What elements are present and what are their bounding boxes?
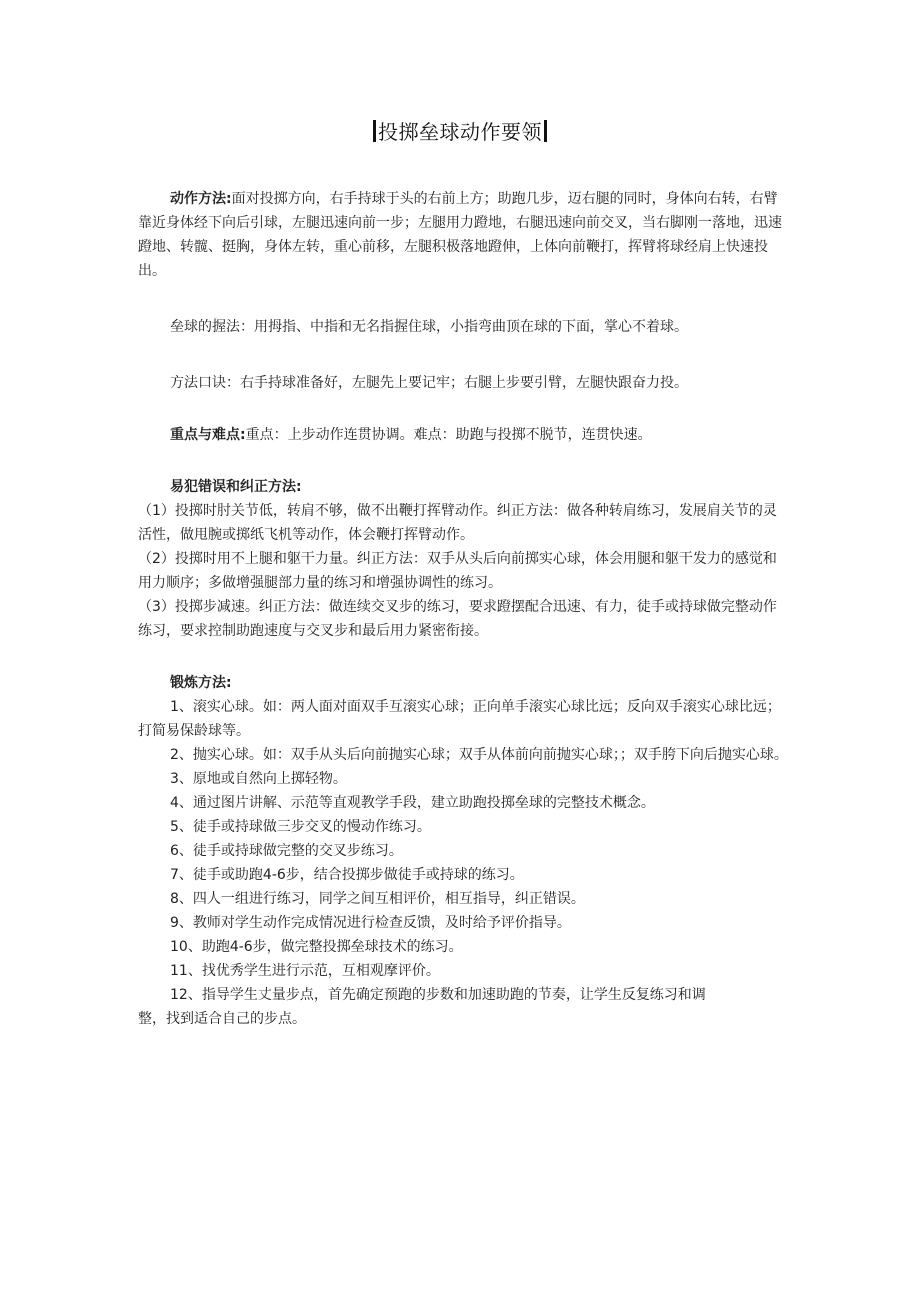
title-block	[0, 116, 920, 146]
training-item-12-line2: 整，找到适合自己的步点。	[138, 1011, 306, 1027]
training-item-6: 6、徒手或持球做完整的交叉步练习。	[170, 843, 403, 859]
error-item-1: （1）投掷时肘关节低，转肩不够，做不出鞭打挥臂动作。纠正方法：做各种转肩练习，发展肩关节的灵活性，做甩腕或掷纸飞机等动作，体会鞭打挥臂动作。	[138, 503, 777, 543]
document-body	[138, 187, 790, 1031]
training-item-10: 10、助跑4-6步，做完整投掷垒球技术的练习。	[170, 939, 463, 955]
training-item-12-line1: 12、指导学生丈量步点，首先确定预跑的步数和加速助跑的节奏，让学生反复练习和调	[170, 987, 706, 1003]
training-item-5: 5、徒手或持球做三步交叉的慢动作练习。	[170, 819, 431, 835]
key-points-text: 重点：上步动作连贯协调。难点：助跑与投掷不脱节，连贯快速。	[245, 427, 652, 443]
training-item-7: 7、徒手或助跑4-6步，结合投掷步做徒手或持球的练习。	[170, 867, 524, 883]
page-title	[371, 116, 549, 145]
method-label: 动作方法:	[170, 191, 232, 207]
training-heading: 锻炼方法:	[170, 675, 232, 691]
training-item-8: 8、四人一组进行练习，同学之间互相评价，相互指导，纠正错误。	[170, 891, 585, 907]
errors-heading: 易犯错误和纠正方法:	[170, 479, 302, 495]
title-left-bar	[373, 120, 376, 142]
method-paragraph	[138, 187, 790, 283]
method-text: 面对投掷方向，右手持球于头的右前上方；助跑几步，迈右腿的同时，身体向右转，右臂靠近身体经下向后引球，左腿迅速向前一步；左腿用力蹬地，右腿迅速向前交叉，当右脚刚一落地，迅速蹬地、转髋、挺胸，身体左转，重心前移，左腿积极落地蹬伸，上体向前鞭打，挥臂将球经肩上快速投出。	[138, 191, 782, 279]
page-title-text: 投掷垒球动作要领	[378, 120, 542, 144]
grip-paragraph: 垒球的握法：用拇指、中指和无名指握住球，小指弯曲顶在球的下面，掌心不着球。	[170, 319, 688, 335]
error-item-3: （3）投掷步减速。纠正方法：做连续交叉步的练习，要求蹬摆配合迅速、有力，徒手或持球做完整动作练习，要求控制助跑速度与交叉步和最后用力紧密衔接。	[138, 599, 777, 639]
training-item-1: 1、滚实心球。如：两人面对面双手互滚实心球；正向单手滚实心球比远；反向双手滚实心球比远；打简易保龄球等。	[138, 699, 781, 739]
training-item-3: 3、原地或自然向上掷轻物。	[170, 771, 347, 787]
training-item-2: 2、抛实心球。如：双手从头后向前抛实心球；双手从体前向前抛实心球；；双手胯下向后抛实心球。	[170, 747, 788, 763]
training-item-11: 11、找优秀学生进行示范，互相观摩评价。	[170, 963, 440, 979]
title-right-bar	[544, 120, 547, 142]
training-item-9: 9、教师对学生动作完成情况进行检查反馈，及时给予评价指导。	[170, 915, 571, 931]
training-item-4: 4、通过图片讲解、示范等直观教学手段，建立助跑投掷垒球的完整技术概念。	[170, 795, 655, 811]
mnemonic-paragraph: 方法口诀：右手持球准备好，左腿先上要记牢；右腿上步要引臂，左腿快跟奋力投。	[170, 375, 688, 391]
key-points-label: 重点与难点:	[170, 427, 246, 443]
key-points-paragraph	[138, 423, 790, 447]
error-item-2: （2）投掷时用不上腿和躯干力量。纠正方法：双手从头后向前掷实心球，体会用腿和躯干发力的感觉和用力顺序；多做增强腿部力量的练习和增强协调性的练习。	[138, 551, 777, 591]
